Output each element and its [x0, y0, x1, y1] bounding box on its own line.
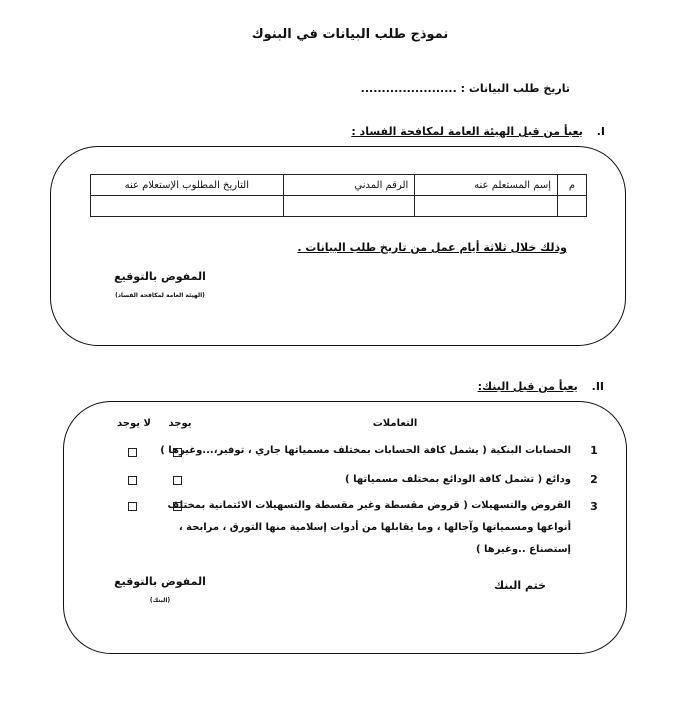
- column-header-exists: يوجد: [168, 418, 192, 429]
- section1-table: [90, 174, 587, 217]
- section1-note: وذلك خلال ثلاثة أيام عمل من تاريخ طلب البيانات .: [297, 241, 567, 254]
- item-text-continued: إستصناع ..وغيرها ): [475, 544, 571, 555]
- table-header-civil-id: الرقم المدني: [283, 175, 415, 196]
- section1-heading-text: يعبأ من قبل الهيئة العامة لمكافحة الفساد :: [351, 125, 583, 138]
- page-title: نموذج طلب البيانات في البنوك: [251, 27, 449, 42]
- item-number: 2: [590, 473, 598, 486]
- request-date-label: تاريخ طلب البيانات :: [460, 82, 570, 95]
- section2-signature-sub: (البنك): [149, 597, 171, 604]
- table-row: [91, 196, 587, 217]
- bank-stamp: ختم البنك: [494, 579, 546, 592]
- section1-signature: المفوض بالتوقيع: [114, 270, 206, 283]
- item-number: 1: [590, 444, 598, 457]
- not-exists-checkbox-1[interactable]: [128, 448, 137, 457]
- section2-heading: [478, 380, 604, 393]
- section2-signature: المفوض بالتوقيع: [114, 575, 206, 588]
- item-text: القروض والتسهيلات ( قروض مقسطة وغير مقسطة والتسهيلات الائتمانية بمختلف: [167, 500, 571, 511]
- table-cell-name[interactable]: [415, 196, 558, 217]
- exists-checkbox-3[interactable]: [173, 502, 182, 511]
- table-header-row: [91, 175, 587, 196]
- table-header-serial: م: [558, 175, 587, 196]
- item-text: ودائع ( تشمل كافة الودائع بمختلف مسمياتها ): [345, 474, 571, 485]
- exists-checkbox-1[interactable]: [173, 448, 182, 457]
- section2-number: II.: [591, 380, 604, 393]
- table-header-name: إسم المستعلم عنه: [415, 175, 558, 196]
- column-header-not-exists: لا يوجد: [117, 418, 151, 429]
- exists-checkbox-2[interactable]: [173, 476, 182, 485]
- request-date-line: [361, 82, 570, 95]
- table-cell-civil-id[interactable]: [283, 196, 415, 217]
- column-header-transactions: التعاملات: [372, 418, 418, 429]
- table-cell-date[interactable]: [91, 196, 284, 217]
- not-exists-checkbox-3[interactable]: [128, 502, 137, 511]
- item-text: الحسابات البنكية ( يشمل كافة الحسابات بمختلف مسمياتها جاري ، توفير،...وغيرها ): [160, 445, 571, 456]
- table-cell-serial[interactable]: [558, 196, 587, 217]
- table-header-date: التاريخ المطلوب الإستعلام عنه: [91, 175, 284, 196]
- item-number: 3: [590, 500, 598, 513]
- section1-heading: [351, 125, 605, 138]
- request-date-dots: .......................: [360, 82, 457, 95]
- not-exists-checkbox-2[interactable]: [128, 476, 137, 485]
- section1-number: I.: [596, 125, 605, 138]
- section1-signature-sub: (الهيئة العامة لمكافحة الفساد): [115, 292, 205, 299]
- item-text-continued: أنواعها ومسمياتها وآجالها ، وما يقابلها من أدوات إسلامية منها التورق ، مرابحة ،: [178, 522, 571, 533]
- section2-heading-text: يعبأ من قبل البنك:: [477, 380, 578, 393]
